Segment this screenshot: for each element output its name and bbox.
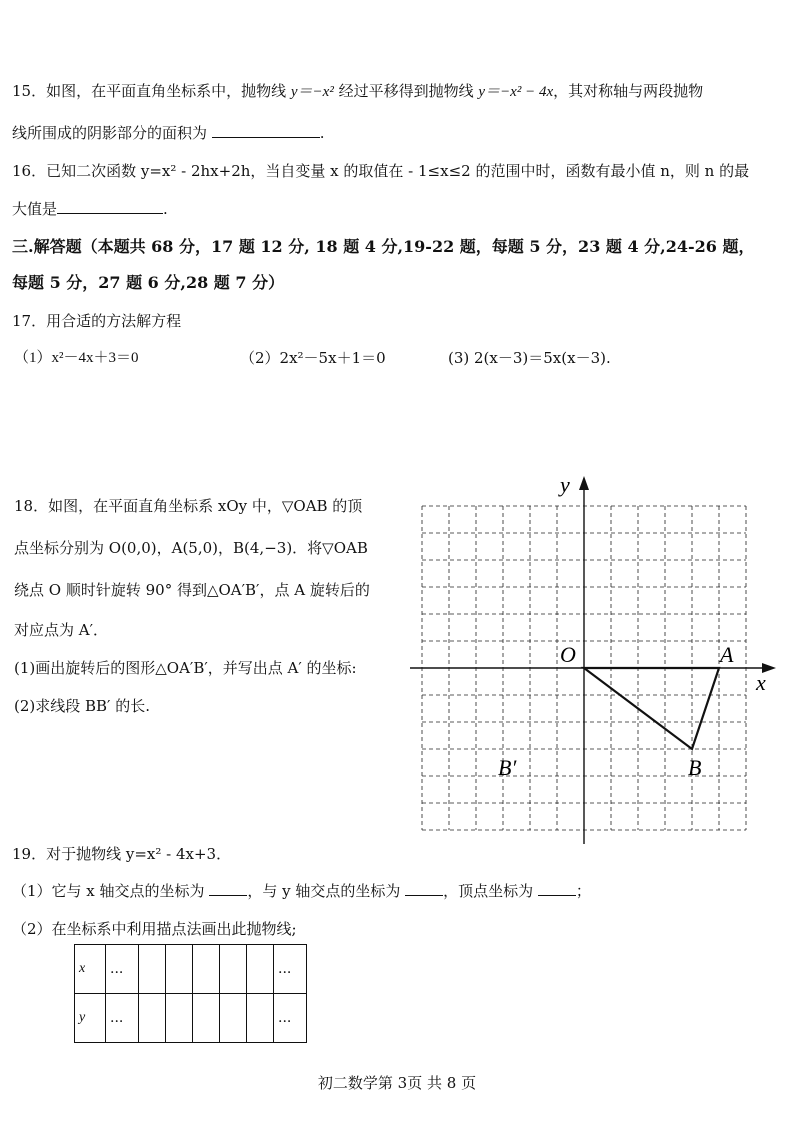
q16-end: . — [163, 200, 168, 218]
q19-part1-text-d: ； — [575, 882, 591, 900]
q17-part1: （1）x²－4x＋3＝0 — [14, 350, 139, 366]
q15-line2-text: 线所围成的阴影部分的面积为 — [12, 124, 208, 142]
q16-line2 — [12, 198, 774, 220]
q19-x-intercept-blank[interactable] — [209, 881, 247, 896]
x-axis-label: x — [756, 670, 766, 695]
table-cell[interactable] — [193, 945, 220, 994]
table-cell[interactable] — [193, 994, 220, 1043]
q17-part3: (3) 2(x－3)＝5x(x－3). — [448, 349, 611, 367]
q15-formula1: y＝−x² — [290, 84, 334, 100]
axes — [410, 480, 772, 844]
page-footer: 初二数学第 3页 共 8 页 — [317, 1074, 477, 1092]
q15-number: 15． — [12, 82, 47, 100]
table-cell[interactable] — [220, 945, 247, 994]
q15-end: . — [319, 124, 325, 142]
q15-line2 — [12, 122, 774, 144]
q19-vertex-blank[interactable] — [538, 881, 576, 896]
q17-part2: （2）2x²－5x＋1＝0 — [240, 349, 386, 367]
q19-part2: （2）在坐标系中利用描点法画出此抛物线; — [12, 920, 297, 938]
section3-heading-line1: 三.解答题（本题共 68 分，17 题 12 分, 18 题 4 分,19-22 题，每题 5 分，23 题 4 分,24-26 题， — [12, 237, 755, 256]
table-cell[interactable] — [139, 945, 166, 994]
y-axis-arrow-icon — [579, 476, 589, 490]
table-cell: ... — [274, 945, 307, 994]
table-header-y: y — [75, 994, 106, 1043]
table-cell[interactable] — [166, 994, 193, 1043]
point-b-label: B — [688, 755, 702, 780]
q16-line1: 16．已知二次函数 y=x² - 2hx+2h，当自变量 x 的取值在 - 1≤x≤2 的范围中时，函数有最小值 n，则 n 的最 — [12, 162, 750, 180]
q15-text-part3: ，其对称轴与两段抛物 — [553, 82, 704, 100]
q18-line2: 点坐标分别为 O(0,0)，A(5,0)，B(4,−3)．将▽OAB — [14, 539, 368, 557]
q18-line5: (1)画出旋转后的图形△OA′B′，并写出点 A′ 的坐标: — [14, 659, 357, 677]
q15-answer-blank[interactable] — [212, 123, 320, 138]
table-row — [75, 945, 307, 994]
table-cell[interactable] — [139, 994, 166, 1043]
q19-part1 — [12, 880, 774, 902]
q19-part1-text-b: ，与 y 轴交点的坐标为 — [247, 882, 401, 900]
q19-title: 19．对于抛物线 y=x² - 4x+3． — [12, 845, 232, 863]
q17-title: 17．用合适的方法解方程 — [12, 312, 182, 330]
table-cell[interactable] — [220, 994, 247, 1043]
table-cell[interactable] — [166, 945, 193, 994]
q18-line6: (2)求线段 BB′ 的长. — [14, 697, 151, 715]
q15-text-part1: 如图，在平面直角坐标系中，抛物线 — [46, 82, 287, 100]
q18-line3: 绕点 O 顺时针旋转 90° 得到△OA′B′，点 A 旋转后的 — [14, 581, 370, 599]
q18-line4: 对应点为 A′． — [14, 621, 109, 639]
table-row — [75, 994, 307, 1043]
table-cell: ... — [274, 994, 307, 1043]
q19-value-table — [74, 944, 307, 1043]
coordinate-grid-figure — [400, 470, 790, 850]
point-a-label: A — [720, 642, 734, 667]
section3-heading-line2: 每题 5 分，27 题 6 分,28 题 7 分） — [12, 273, 285, 292]
q16-answer-blank[interactable] — [57, 199, 163, 214]
table-cell[interactable] — [247, 994, 274, 1043]
table-cell: ... — [106, 994, 139, 1043]
q19-y-intercept-blank[interactable] — [405, 881, 443, 896]
triangle-oab — [584, 668, 719, 749]
q18-line1: 18．如图，在平面直角坐标系 xOy 中，▽OAB 的顶 — [14, 497, 363, 515]
y-axis-label: y — [560, 472, 570, 497]
q16-line2-text: 大值是 — [12, 200, 58, 218]
table-cell: ... — [106, 945, 139, 994]
q15-text-part2: 经过平移得到抛物线 — [338, 82, 474, 100]
point-b-prime-label: B′ — [498, 755, 517, 780]
q19-part1-text-c: ，顶点坐标为 — [443, 882, 534, 900]
q19-part1-text-a: （1）它与 x 轴交点的坐标为 — [12, 882, 205, 900]
table-cell[interactable] — [247, 945, 274, 994]
origin-label: O — [560, 642, 576, 667]
table-header-x: x — [75, 945, 106, 994]
q15-formula2: y＝−x² − 4x — [478, 84, 554, 100]
q15-line1 — [12, 80, 774, 103]
